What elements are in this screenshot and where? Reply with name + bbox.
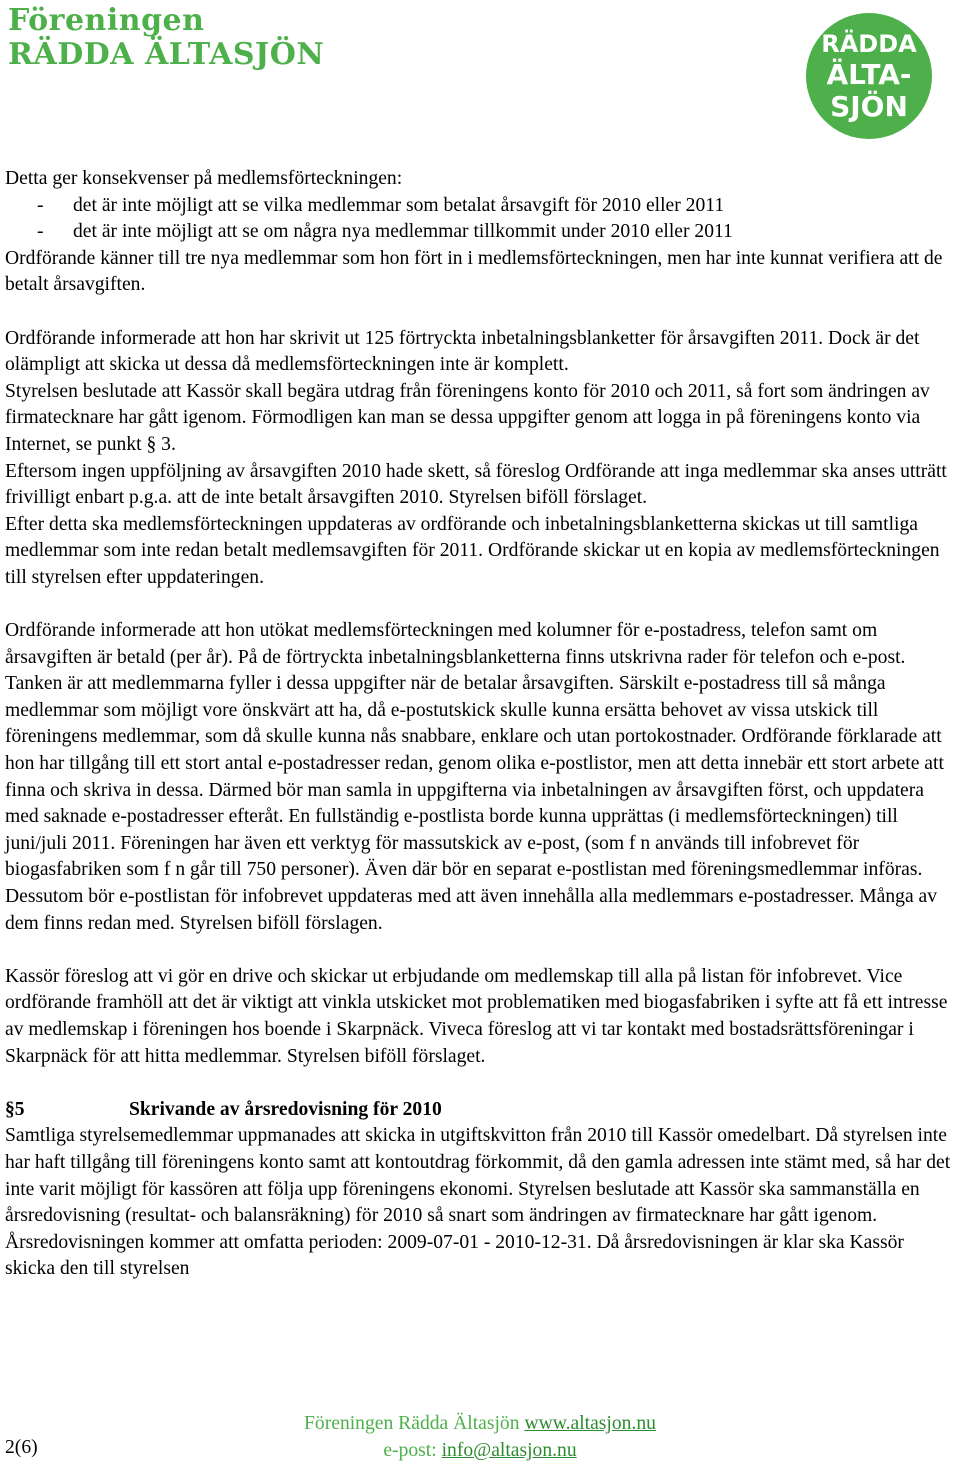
page-number: 2(6) <box>5 1437 38 1458</box>
org-name-line1: Föreningen <box>8 3 205 38</box>
seal-line-1: RÄDDA <box>821 30 917 58</box>
org-logo-text <box>8 3 325 72</box>
paragraph: Styrelsen beslutade att Kassör skall begära utdrag från föreningens konto för 2010 och 2011, så fort som ändringen av firmatecknare har gått igenom. Förmodligen kan man se dessa uppgifter genom att logga in på föreningens konto via Internet, se punkt § 3. <box>5 380 930 455</box>
email-link[interactable]: info@altasjon.nu <box>441 1440 577 1461</box>
section-number: §5 <box>5 1098 25 1120</box>
bullet-item: - det är inte möjligt att se om några nya medlemmar tillkommit under 2010 eller 2011 <box>37 221 733 243</box>
paragraph: Samtliga styrelsemedlemmar uppmanades att skicka in utgiftskvitton från 2010 till Kassör omedelbart. Då styrelsen inte har haft tillgång till föreningens konto samt att kontoutdrag förkommit, då den gamla adressen inte stämt med, så har det inte varit möjligt för kassören att följa upp föreningens ekonomi. Styrelsen beslutade att Kassör ska sammanställa en årsredovisning (resultat- och balansräkning) för 2010 så snart som ändringen av firmatecknare har gått igenom. Årsredovisningen kommer att omfatta perioden: 2009-07-01 - 2010-12-31. Då årsredovisningen är klar ska Kassör skicka den till styrelsen <box>5 1125 951 1280</box>
section-heading <box>5 1097 957 1124</box>
email-label: e-post: <box>383 1440 437 1461</box>
seal-line-2: ÄLTA- <box>826 58 912 91</box>
paragraph: Eftersom ingen uppföljning av årsavgiften 2010 hade skett, så föreslog Ordförande att inga medlemmar ska anses utträtt frivilligt enbart p.g.a. att de inte betalt årsavgiften 2010. Styrelsen biföll förslaget. <box>5 460 947 509</box>
paragraph: Kassör föreslog att vi gör en drive och skickar ut erbjudande om medlemskap till alla på listan för infobrevet. Vice ordförande framhöll att det är viktigt att vinkla utskicket mot problematiken med biogasfabriken i syfte att få ett intresse av medlemskap i föreningen hos boende i Skarpnäck. Viveca föreslog att vi tar kontakt med bostadsrättsföreningar i Skarpnäck för att hitta medlemmar. Styrelsen biföll förslaget. <box>5 965 948 1067</box>
footer-org: Föreningen Rädda Ältasjön <box>304 1413 520 1434</box>
paragraph: Ordförande informerade att hon har skrivit ut 125 förtryckta inbetalningsblanketter för årsavgiften 2011. Dock är det olämpligt att skicka ut dessa då medlemsförteckningen inte är komplett. <box>5 327 920 376</box>
footer-contact <box>200 1410 760 1464</box>
bullet-item: - det är inte möjligt att se vilka medlemmar som betalat årsavgift för 2010 eller 2011 <box>37 194 725 216</box>
org-name-line2: RÄDDA ÄLTASJÖN <box>8 37 325 72</box>
paragraph: Detta ger konsekvenser på medlemsförteckningen: <box>5 168 403 189</box>
paragraph: Ordförande informerade att hon utökat medlemsförteckningen med kolumner för e-postadress, telefon samt om årsavgiften är betald (per år). På de förtryckta inbetalningsblanketterna finns utskrivna rader för telefon och e-post. Tanken är att medlemmarna fyller i dessa uppgifter när de betalar årsavgiften. Särskilt e-postadress till så många medlemmar som möjligt vore önskvärt att ha, då e-postutskick skulle kunna ersätta behovet av vissa utskick till föreningens medlemmar, som då skulle kunna nås snabbare, enklare och utan portokostnader. Ordförande förklarade att hon har tillgång till ett stort antal e-postadresser redan, genom olika e-postlistor, men att detta innebär ett stort arbete att finna och skriva in dessa. Därmed bör man samla in uppgifterna via inbetalningen av årsavgiften först, och uppdatera med saknade e-postadresser efteråt. En fullständig e-postlista borde kunna upprättas (i medlemsförteckningen) till juni/juli 2011. Föreningen har även ett verktyg för massutskick av e-post, (som f n används till infobrevet för biogasfabriken som f n går till 750 personer). Även där bör en separat e-postlistan med föreningsmedlemmar införas. Dessutom bör e-postlistan för infobrevet uppdateras med att även innehålla alla medlemmars e-postadresser. Många av dem finns redan med. Styrelsen biföll förslagen. <box>5 620 944 934</box>
document-body <box>5 166 957 1283</box>
org-seal-logo <box>805 12 933 140</box>
seal-line-3: SJÖN <box>830 90 908 123</box>
paragraph: Ordförande känner till tre nya medlemmar som hon fört in i medlemsförteckningen, men har inte kunnat verifiera att de betalt årsavgiften. <box>5 247 943 296</box>
website-link[interactable]: www.altasjon.nu <box>524 1413 656 1434</box>
paragraph: Efter detta ska medlemsförteckningen uppdateras av ordförande och inbetalningsblanketterna skickas ut till samtliga medlemmar som inte redan betalt medlemsavgiften för 2011. Ordförande skickar ut en kopia av medlemsförteckningen till styrelsen efter uppdateringen. <box>5 513 940 588</box>
section-title: Skrivande av årsredovisning för 2010 <box>129 1098 442 1120</box>
